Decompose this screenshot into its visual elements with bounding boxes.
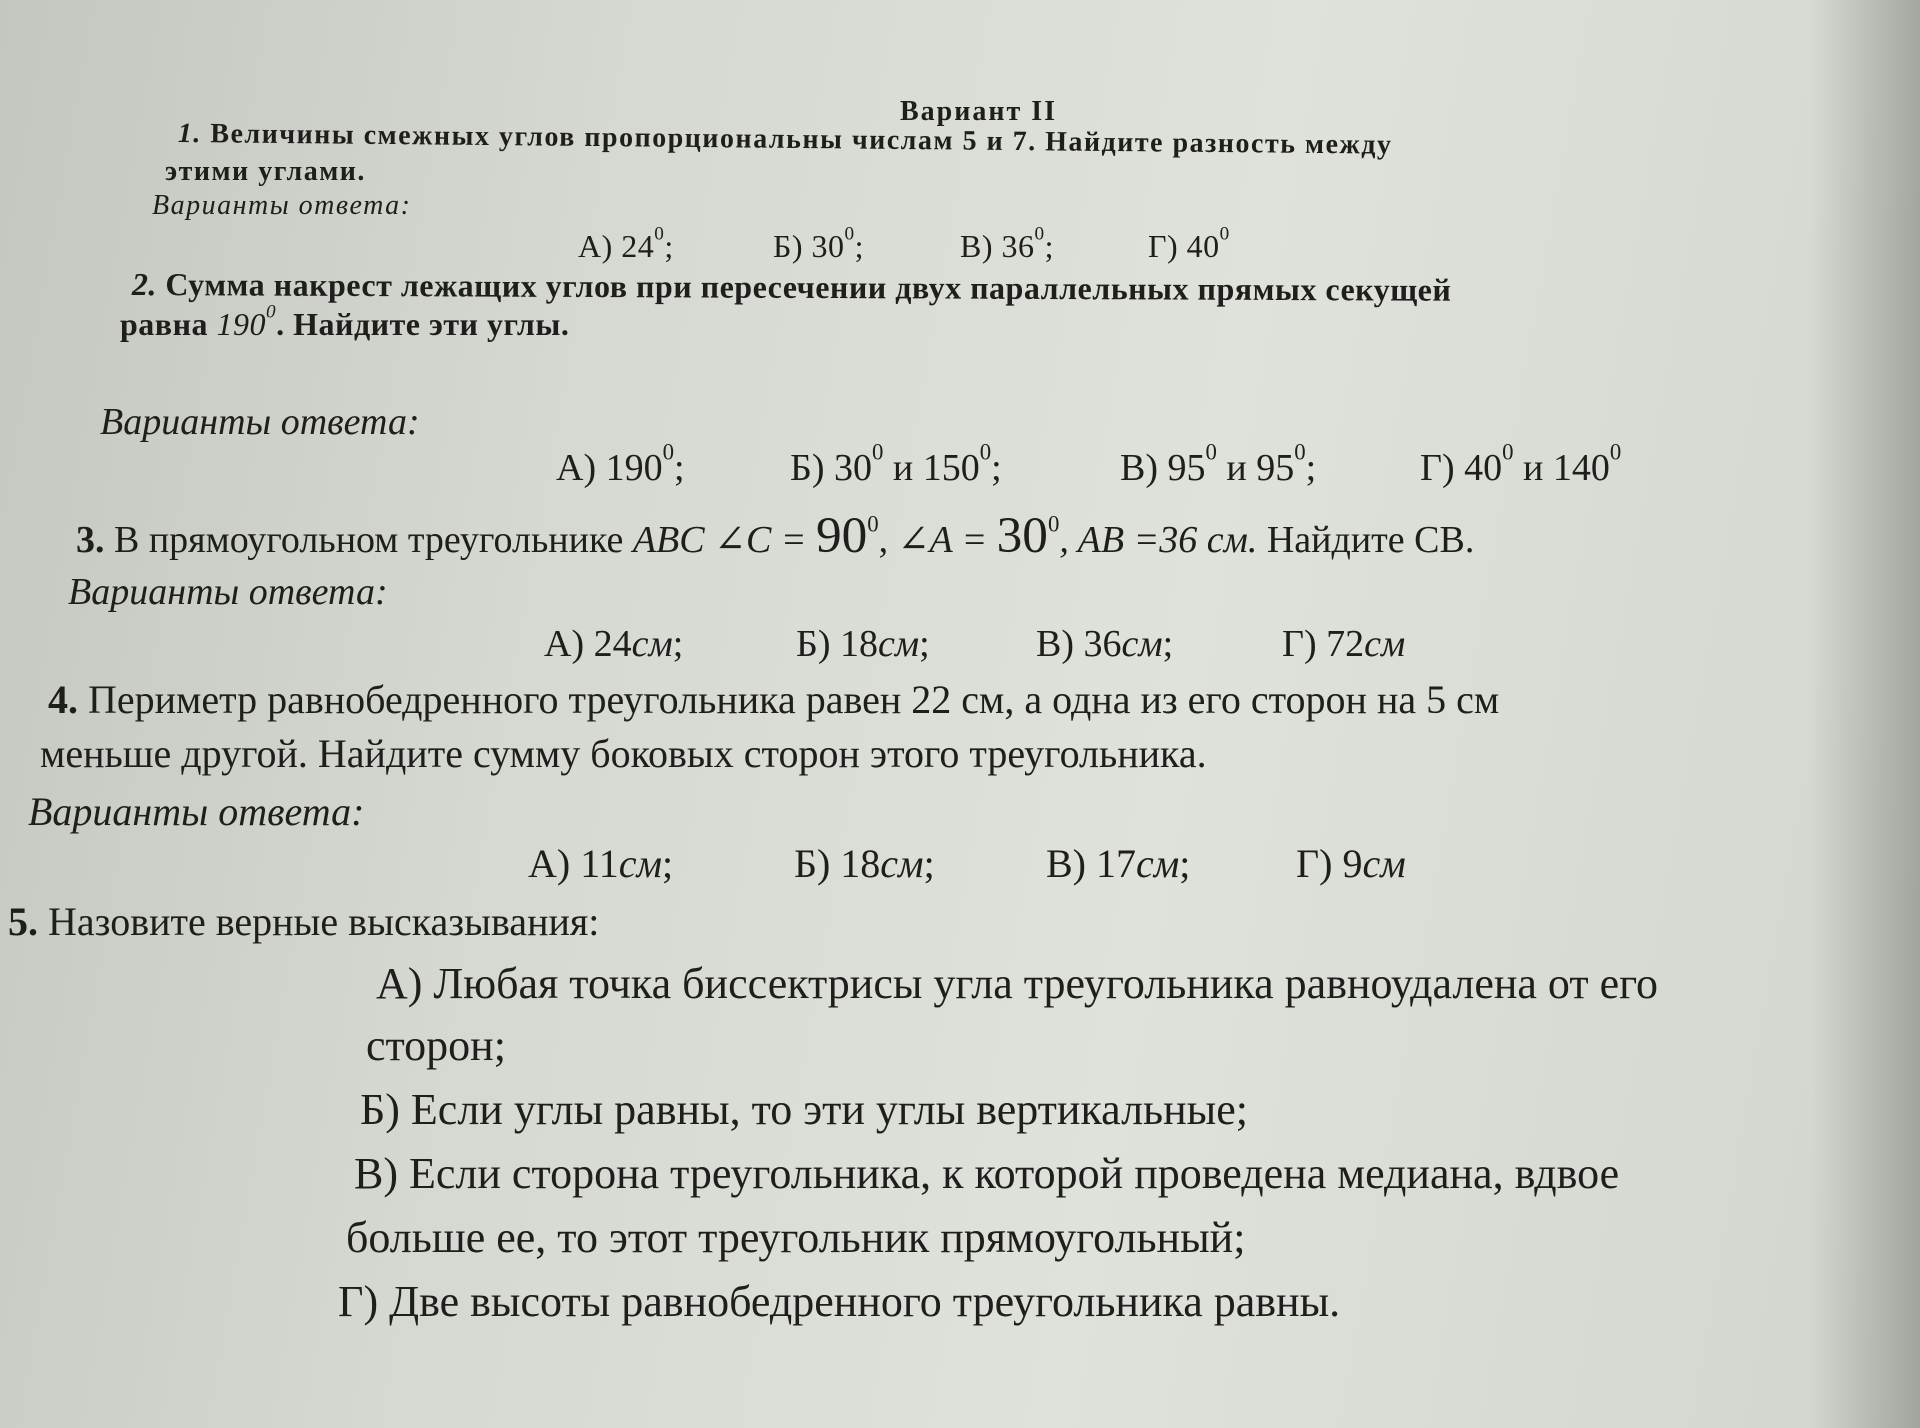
question-3-option-c: В) 36см;	[1036, 623, 1174, 665]
question-2-option-d: Г) $40^0$ и $140^0$	[1420, 439, 1622, 489]
question-5-number: 5.	[8, 899, 38, 944]
question-2-option-b: Б) $30^0$ и $150^0$;	[790, 439, 1002, 489]
question-3-number: 3.	[76, 519, 105, 561]
question-3-option-d: Г) 72см	[1282, 623, 1406, 665]
question-3-options-label: Варианты ответа:	[68, 571, 388, 613]
question-4-option-b: Б) 18см;	[794, 841, 935, 886]
question-4-number: 4.	[48, 677, 78, 722]
question-4-option-c: В) 17см;	[1046, 841, 1191, 886]
question-1-option-c: В) $36^0$;	[960, 223, 1054, 264]
question-1-option-a: А) $24^0$;	[578, 223, 674, 264]
question-1-number: 1.	[177, 118, 202, 150]
question-1-line-2: этими углами.	[165, 156, 366, 187]
question-2-option-a: А) $190^0$;	[556, 439, 685, 489]
question-2-number: 2.	[131, 266, 157, 303]
question-2-options-label: Варианты ответа:	[100, 401, 420, 443]
statement-a-line-2: сторон;	[366, 1021, 506, 1070]
question-2-line-2: равна $190^0$. Найдите эти углы.	[120, 301, 570, 342]
statement-d-line-1: Г) Две высоты равнобедренного треугольника равны.	[338, 1277, 1341, 1326]
question-4-option-a: А) 11см;	[528, 841, 674, 886]
question-5-line-1: 5. Назовите верные высказывания:	[8, 899, 600, 944]
question-2-option-c: В) $95^0$ и $95^0$;	[1120, 439, 1317, 489]
question-2-line-1	[132, 266, 1452, 309]
question-3-option-b: Б) 18см;	[796, 623, 930, 665]
question-1-option-d: Г) $40^0$	[1148, 223, 1230, 264]
question-4-options-label: Варианты ответа:	[28, 789, 365, 834]
question-4-option-d: Г) 9см	[1296, 841, 1406, 886]
question-3-line-1: 3. В прямоугольном треугольнике ABC ∠C = $90^0$, ∠A = $30^0$, AB =36 см. Найдите СВ.	[76, 507, 1475, 564]
statement-b-line-1: Б) Если углы равны, то эти углы вертикальные;	[360, 1085, 1248, 1134]
question-4-line-2: меньше другой. Найдите сумму боковых сторон этого треугольника.	[40, 731, 1207, 776]
question-2-text: Сумма накрест лежащих углов при пересечении двух параллельных прямых секущей	[165, 266, 1452, 308]
question-1-options-label: Варианты ответа:	[152, 190, 412, 221]
statement-c-line-1: В) Если сторона треугольника, к которой проведена медиана, вдвое	[354, 1149, 1620, 1198]
statement-a-line-1: А) Любая точка биссектрисы угла треугольника равноудалена от его	[376, 959, 1659, 1008]
question-3-option-a: А) 24см;	[544, 623, 684, 665]
question-1-option-b: Б) $30^0$;	[773, 223, 865, 264]
question-4-line-1: 4. Периметр равнобедренного треугольника равен 22 см, а одна из его сторон на 5 см	[48, 677, 1500, 722]
question-1-text: Величины смежных углов пропорциональны числам 5 и 7. Найдите разность между	[210, 118, 1393, 161]
statement-c-line-2: больше ее, то этот треугольник прямоугольный;	[346, 1213, 1246, 1262]
page-title: Вариант II	[900, 96, 1058, 127]
